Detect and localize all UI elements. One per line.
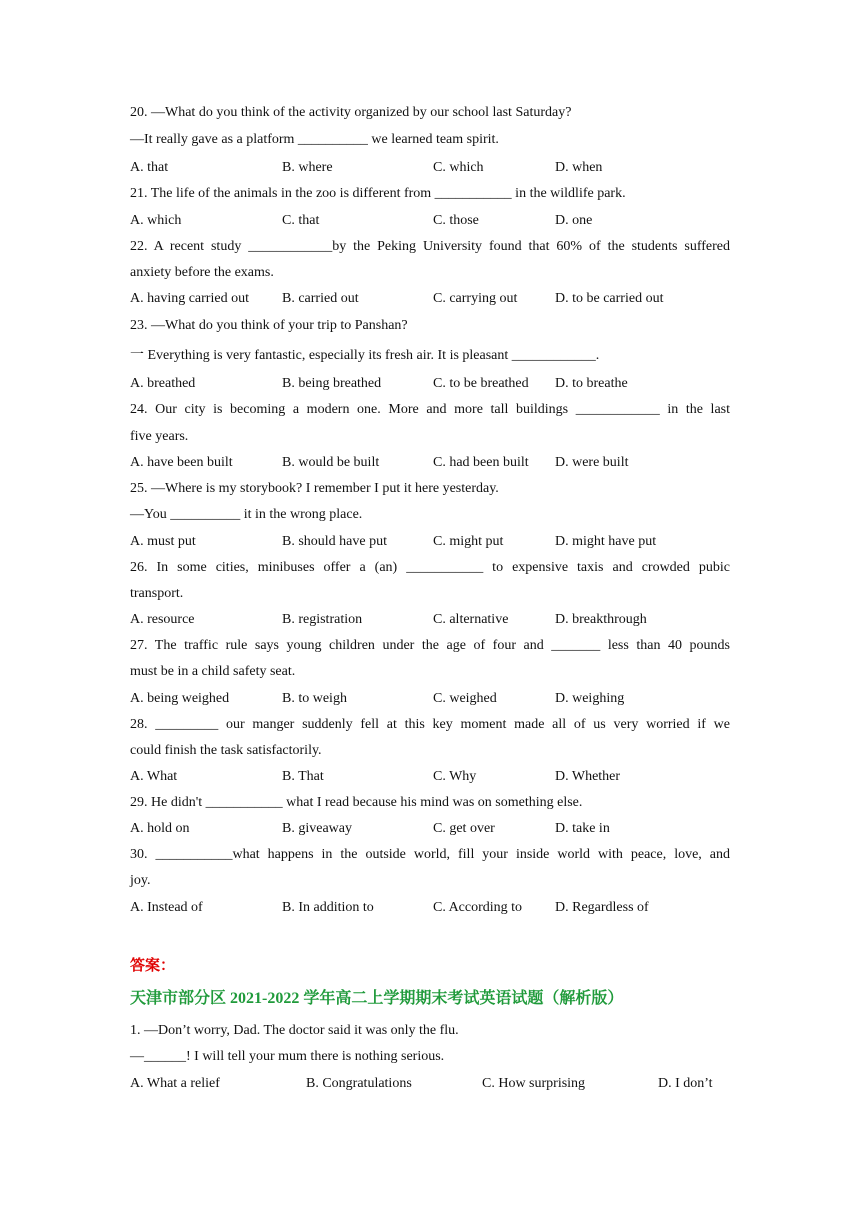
option-b: B. registration	[282, 612, 363, 627]
question-27-stem: 27. The traffic rule says young children under the age of four and _______ less than 40 pounds	[130, 638, 730, 653]
option-c: C. alternative	[433, 612, 509, 627]
question-23-reply: 一 Everything is very fantastic, especially its fresh air. It is pleasant ____________.	[130, 348, 600, 363]
option-a: A. Instead of	[130, 900, 203, 915]
option-d: D. Regardless of	[555, 900, 649, 915]
option-b: B. giveaway	[282, 821, 352, 836]
question-21-stem: 21. The life of the animals in the zoo is different from ___________ in the wildlife park.	[130, 186, 626, 201]
option-c: C. How surprising	[482, 1076, 586, 1091]
option-d: D. take in	[555, 821, 610, 836]
question-26-stem-cont: transport.	[130, 586, 184, 601]
option-c: C. weighed	[433, 691, 497, 706]
question-27-options	[130, 690, 750, 708]
question-24-stem: 24. Our city is becoming a modern one. More and more tall buildings ____________ in the last	[130, 402, 730, 417]
option-a: A. being weighed	[130, 691, 230, 706]
question-28-options	[130, 768, 750, 786]
question-28-stem-cont: could finish the task satisfactorily.	[130, 743, 322, 758]
question-1-reply: —______! I will tell your mum there is nothing serious.	[130, 1049, 445, 1064]
option-a: A. What	[130, 769, 178, 784]
option-c: C. get over	[433, 821, 495, 836]
option-a: A. hold on	[130, 821, 190, 836]
option-a: A. having carried out	[130, 291, 249, 306]
option-b: B. to weigh	[282, 691, 347, 706]
option-c: C. which	[433, 160, 484, 175]
question-26-stem: 26. In some cities, minibuses offer a (an) ___________ to expensive taxis and crowded pubic	[130, 560, 730, 575]
option-b: B. carried out	[282, 291, 359, 306]
option-b: B. would be built	[282, 455, 380, 470]
question-20-options	[130, 159, 750, 177]
option-d: D. were built	[555, 455, 629, 470]
option-d: D. one	[555, 213, 593, 228]
question-30-stem-cont: joy.	[130, 873, 151, 888]
option-a: A. have been built	[130, 455, 233, 470]
question-20-reply: —It really gave as a platform __________ we learned team spirit.	[130, 132, 499, 147]
answer-section-title: 天津市部分区 2021-2022 学年高二上学期期末考试英语试题（解析版）	[130, 990, 624, 1007]
question-20-stem: 20. —What do you think of the activity organized by our school last Saturday?	[130, 105, 572, 120]
option-a: A. that	[130, 160, 169, 175]
option-c: C. had been built	[433, 455, 529, 470]
question-28-stem: 28. _________ our manger suddenly fell at this key moment made all of us very worried if we	[130, 717, 730, 732]
option-c: C. to be breathed	[433, 376, 529, 391]
option-b: C. that	[282, 213, 320, 228]
question-1-options	[130, 1075, 750, 1093]
option-a: A. breathed	[130, 376, 196, 391]
option-b: B. That	[282, 769, 324, 784]
option-b: B. being breathed	[282, 376, 382, 391]
question-23-stem: 23. —What do you think of your trip to Panshan?	[130, 318, 408, 333]
option-c: C. might put	[433, 534, 504, 549]
option-b: B. In addition to	[282, 900, 374, 915]
option-b: B. should have put	[282, 534, 387, 549]
answer-heading: 答案：	[130, 958, 176, 974]
option-c: C. According to	[433, 900, 523, 915]
question-25-options	[130, 533, 750, 551]
question-24-options	[130, 454, 750, 472]
question-29-options	[130, 820, 750, 838]
question-30-options	[130, 899, 750, 917]
option-d: D. to be carried out	[555, 291, 664, 306]
option-c: C. those	[433, 213, 479, 228]
option-d: D. Whether	[555, 769, 621, 784]
option-a: A. What a relief	[130, 1076, 220, 1091]
question-30-stem: 30. ___________what happens in the outside world, fill your inside world with peace, love, and	[130, 847, 730, 862]
option-c: C. Why	[433, 769, 477, 784]
option-a: A. which	[130, 213, 182, 228]
question-23-options	[130, 375, 750, 393]
question-27-stem-cont: must be in a child safety seat.	[130, 664, 296, 679]
option-d: D. might have put	[555, 534, 657, 549]
question-21-options	[130, 212, 750, 230]
option-a: A. resource	[130, 612, 195, 627]
option-d: D. breakthrough	[555, 612, 647, 627]
question-22-stem: 22. A recent study ____________by the Peking University found that 60% of the students suffered	[130, 239, 730, 254]
option-c: C. carrying out	[433, 291, 518, 306]
option-d: D. when	[555, 160, 603, 175]
question-24-stem-cont: five years.	[130, 429, 189, 444]
question-1-stem: 1. —Don’t worry, Dad. The doctor said it was only the flu.	[130, 1023, 459, 1038]
question-22-stem-cont: anxiety before the exams.	[130, 265, 274, 280]
option-d: D. to breathe	[555, 376, 628, 391]
question-25-stem: 25. —Where is my storybook? I remember I put it here yesterday.	[130, 481, 499, 496]
question-29-stem: 29. He didn't ___________ what I read because his mind was on something else.	[130, 795, 583, 810]
option-a: A. must put	[130, 534, 196, 549]
option-d: D. weighing	[555, 691, 625, 706]
option-d: D. I don’t	[658, 1076, 713, 1091]
question-26-options	[130, 611, 750, 629]
question-22-options	[130, 290, 750, 308]
option-b: B. Congratulations	[306, 1076, 412, 1091]
option-b: B. where	[282, 160, 333, 175]
question-25-reply: —You __________ it in the wrong place.	[130, 507, 363, 522]
